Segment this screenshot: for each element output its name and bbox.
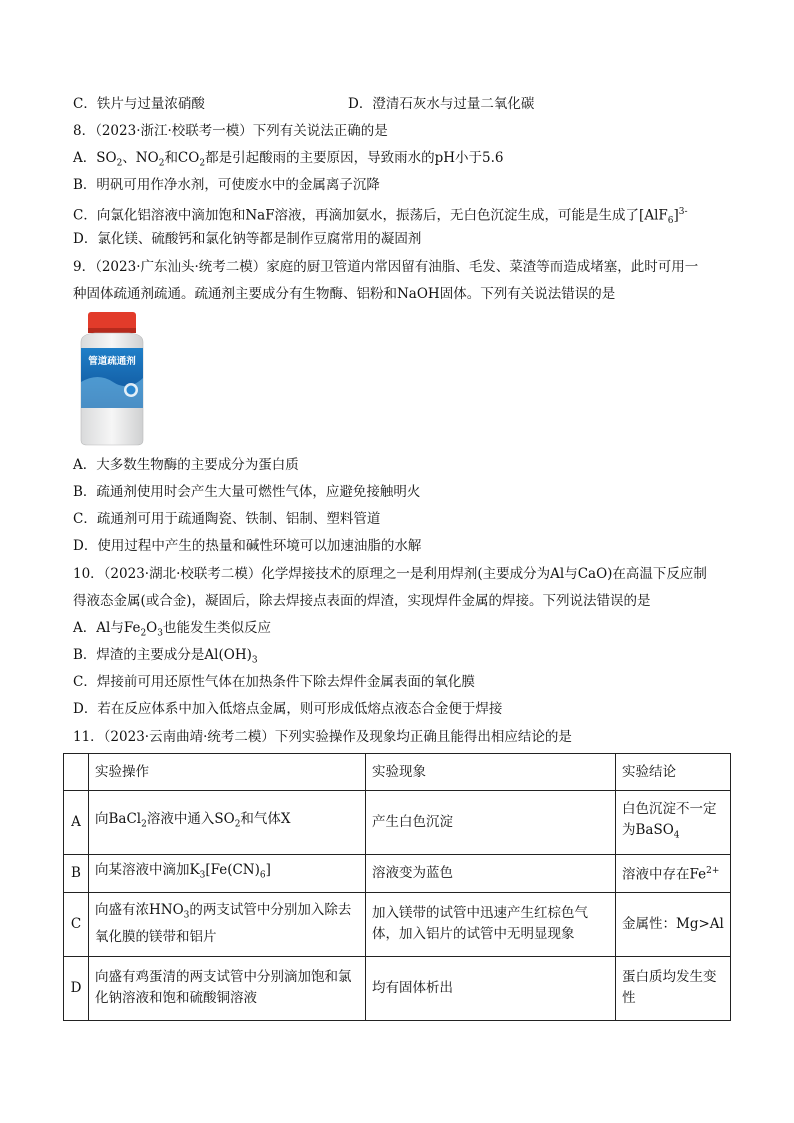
table-row <box>64 892 731 956</box>
table-row <box>64 855 731 893</box>
table-header-blank <box>64 754 89 791</box>
drain-cleaner-bottle-image <box>73 312 151 446</box>
cell-conclusion: 溶液中存在$Fe^{2+}$ <box>616 855 731 893</box>
cell-phenomenon: 溶液变为蓝色 <box>366 855 616 893</box>
bottle-label-text: 管道疏通剂 <box>88 356 136 367</box>
q8-option-d: D．氯化镁、硫酸钙和氯化钠等都是制作豆腐常用的凝固剂 <box>73 231 422 247</box>
q7-option-d: D．澄清石灰水与过量二氧化碳 <box>348 96 535 112</box>
q10-option-d: D．若在反应体系中加入低熔点金属，则可形成低熔点液态合金便于焊接 <box>73 701 503 717</box>
q9-option-a: A．大多数生物酶的主要成分为蛋白质 <box>73 457 299 473</box>
q9-stem-line1: 9．（2023·广东汕头·统考二模）家庭的厨卫管道内常因留有油脂、毛发、菜渣等而造成堵塞，此时可用一 <box>73 259 699 275</box>
cell-conclusion: 白色沉淀不一定为BaSO$_4$ <box>616 791 731 855</box>
row-label: A <box>64 791 89 855</box>
q8-option-c: C．向氯化铝溶液中滴加饱和NaF溶液，再滴加氨水，振荡后，无白色沉淀生成，可能是生成了$[AlF_6]^{3-}$ <box>73 207 688 227</box>
q11-stem: 11．（2023·云南曲靖·统考二模）下列实验操作及现象均正确且能得出相应结论的是 <box>73 729 572 745</box>
cell-operation: 向盛有浓$HNO_3$的两支试管中分别加入除去氧化膜的镁带和铝片 <box>89 892 366 956</box>
table-row <box>64 791 731 855</box>
q7-option-c: C．铁片与过量浓硝酸 <box>73 96 205 112</box>
table-header-phenomenon: 实验现象 <box>366 754 616 791</box>
q8-option-b: B．明矾可用作净水剂，可使废水中的金属离子沉降 <box>73 177 380 193</box>
cell-phenomenon: 加入镁带的试管中迅速产生红棕色气体，加入铝片的试管中无明显现象 <box>366 892 616 956</box>
q9-option-c: C．疏通剂可用于疏通陶瓷、铁制、铝制、塑料管道 <box>73 511 381 527</box>
row-label: B <box>64 855 89 893</box>
cell-phenomenon: 均有固体析出 <box>366 956 616 1020</box>
cell-conclusion: 金属性：Mg>Al <box>616 892 731 956</box>
q9-option-d: D．使用过程中产生的热量和碱性环境可以加速油脂的水解 <box>73 538 422 554</box>
table-row <box>64 956 731 1020</box>
cell-conclusion: 蛋白质均发生变性 <box>616 956 731 1020</box>
q10-stem-line1: 10．（2023·湖北·校联考二模）化学焊接技术的原理之一是利用焊剂(主要成分为Al与CaO)在高温下反应制 <box>73 566 707 582</box>
q10-stem-line2: 得液态金属(或合金)，凝固后，除去焊接点表面的焊渣，实现焊件金属的焊接。下列说法错误的是 <box>73 593 651 609</box>
q9-option-b: B．疏通剂使用时会产生大量可燃性气体，应避免接触明火 <box>73 484 421 500</box>
q8-option-a: A．$SO_2$、$NO_2$和$CO_2$都是引起酸雨的主要原因，导致雨水的pH小于5.6 <box>73 150 504 169</box>
q9-stem-line2: 种固体疏通剂疏通。疏通剂主要成分有生物酶、铝粉和NaOH固体。下列有关说法错误的是 <box>73 286 616 302</box>
q11-table <box>63 753 731 1021</box>
q10-option-b: B．焊渣的主要成分是$Al(OH)_3$ <box>73 647 258 666</box>
q8-stem: 8．（2023·浙江·校联考一模）下列有关说法正确的是 <box>73 123 388 139</box>
row-label: C <box>64 892 89 956</box>
table-header-row <box>64 754 731 791</box>
cell-operation: 向BaCl$_2$溶液中通入$SO_2$和气体X <box>89 791 366 855</box>
cell-operation: 向盛有鸡蛋清的两支试管中分别滴加饱和氯化钠溶液和饱和硫酸铜溶液 <box>89 956 366 1020</box>
cell-operation: 向某溶液中滴加$K_3[Fe(CN)_6]$ <box>89 855 366 893</box>
q10-option-a: A．Al与$Fe_2O_3$也能发生类似反应 <box>73 620 271 639</box>
q10-option-c: C．焊接前可用还原性气体在加热条件下除去焊件金属表面的氧化膜 <box>73 674 475 690</box>
table-header-conclusion: 实验结论 <box>616 754 731 791</box>
table-header-operation: 实验操作 <box>89 754 366 791</box>
row-label: D <box>64 956 89 1020</box>
cell-phenomenon: 产生白色沉淀 <box>366 791 616 855</box>
